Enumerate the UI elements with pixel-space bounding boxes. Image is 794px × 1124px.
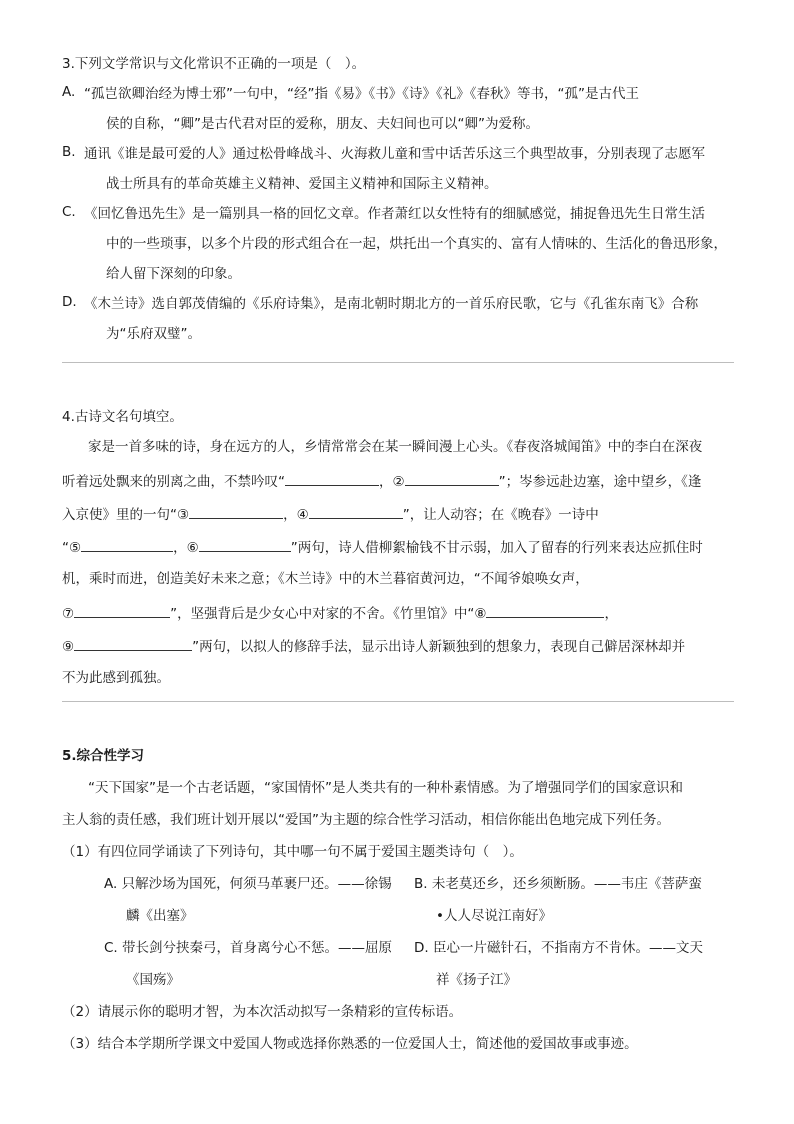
choice-grid	[62, 874, 734, 990]
choice-text: D. 臣心一片磁针石，不指南方不肯休。——文天	[414, 940, 703, 956]
choice-text: •人人尽说江南好》	[436, 908, 552, 924]
passage-text: ，④	[283, 507, 309, 523]
choice-text: C. 带长剑兮挟秦弓，首身离兮心不惩。——屈原	[104, 940, 393, 956]
choice-b[interactable]	[414, 874, 724, 926]
passage-text: ，⑥	[173, 540, 199, 556]
passage-text: “⑤	[62, 540, 82, 556]
passage-text: ”，让人动容；在《晚春》一诗中	[402, 507, 599, 523]
option-b	[62, 144, 734, 194]
option-label: A.	[62, 84, 76, 100]
passage-text: ”，坚强背后是少女心中对家的不舍。《竹里馆》中“⑧	[170, 606, 487, 622]
choice-text: A. 只解沙场为国死，何须马革裹尸还。——徐锡	[104, 876, 392, 892]
option-label: D.	[62, 294, 77, 310]
answer-blank-7[interactable]	[74, 602, 170, 618]
choice-text: B. 未老莫还乡，还乡须断肠。——韦庄《菩萨蛮	[414, 876, 702, 892]
option-text: 侯的自称，“卿”是古代君对臣的爱称，朋友、夫妇间也可以“卿”为爱称。	[106, 116, 539, 132]
option-label: C.	[62, 204, 76, 220]
passage-text: 听着远处飘来的别离之曲，不禁吟叹“	[62, 474, 285, 490]
option-text: 战士所具有的革命英雄主义精神、爱国主义精神和国际主义精神。	[106, 176, 498, 192]
question-4-stem: 4.古诗文名句填空。	[62, 409, 183, 425]
option-text: 给人留下深刻的印象。	[106, 266, 241, 282]
option-c	[62, 204, 734, 284]
option-text: 通讯《谁是最可爱的人》通过松骨峰战斗、火海救儿童和雪中话苦乐这三个典型故事，分别表现了志愿军	[84, 146, 705, 162]
answer-blank-2[interactable]	[405, 470, 499, 486]
worksheet-page	[62, 54, 734, 1066]
choice-c[interactable]	[104, 938, 414, 990]
question-5	[62, 746, 734, 1054]
passage-text: ，	[604, 606, 618, 622]
divider	[62, 701, 734, 702]
passage-line	[62, 602, 734, 622]
answer-blank-3[interactable]	[189, 503, 283, 519]
question-4	[62, 407, 734, 688]
choice-d[interactable]	[414, 938, 724, 990]
passage-text: ，②	[379, 474, 405, 490]
option-text: 中的一些琐事，以多个片段的形式组合在一起，烘托出一个真实的、富有人情味的、生活化的鲁迅形象，	[106, 236, 727, 252]
passage-line	[62, 503, 734, 523]
passage-line	[62, 470, 734, 490]
option-text: 《木兰诗》选自郭茂倩编的《乐府诗集》，是南北朝时期北方的一首乐府民歌，它与《孔雀东南飞》合称	[84, 296, 699, 312]
passage-text: 入京使》里的一句“③	[62, 507, 190, 523]
passage-text: ⑨	[62, 639, 75, 655]
passage-text: ”两句，以拟人的修辞手法，显示出诗人新颖独到的想象力，表现自己僻居深林却并	[192, 639, 686, 655]
option-a	[62, 84, 734, 134]
option-text: “孤岂欲卿治经为博士邪”一句中，“经”指《易》《书》《诗》《礼》《春秋》等书，“孤”是古代王	[84, 86, 639, 102]
fill-in-passage	[62, 437, 734, 688]
option-d	[62, 294, 734, 344]
passage-text: ”两句，诗人借柳絮榆钱不甘示弱，加入了留春的行列来表达应抓住时	[290, 540, 703, 556]
sub-question-3: （3）结合本学期所学课文中爱国人物或选择你熟悉的一位爱国人士，简述他的爱国故事或事迹。	[62, 1036, 638, 1052]
answer-blank-1[interactable]	[285, 470, 379, 486]
passage-line	[62, 635, 734, 655]
question-3-stem: 3.下列文学常识与文化常识不正确的一项是（ ）。	[62, 56, 366, 72]
answer-blank-5[interactable]	[81, 536, 173, 552]
answer-blank-8[interactable]	[486, 602, 604, 618]
passage-text: ”；岑参远赴边塞，途中望乡，《逢	[498, 474, 702, 490]
choice-a[interactable]	[104, 874, 414, 926]
passage-line: 不为此感到孤独。	[62, 670, 170, 686]
intro-line: “天下国家”是一个古老话题，“家国情怀”是人类共有的一种朴素情感。为了增强同学们的国家意识和	[88, 780, 683, 796]
sub-question-1: （1）有四位同学诵读了下列诗句，其中哪一句不属于爱国主题类诗句（ ）。	[62, 844, 523, 860]
sub-question-2: （2）请展示你的聪明才智，为本次活动拟写一条精彩的宣传标语。	[62, 1004, 463, 1020]
passage-line	[62, 536, 734, 556]
passage-text: ⑦	[62, 606, 75, 622]
passage-line: 机，乘时而进，创造美好未来之意；《木兰诗》中的木兰暮宿黄河边，“不闻爷娘唤女声，	[62, 571, 589, 587]
divider	[62, 362, 734, 363]
passage-line: 家是一首多味的诗，身在远方的人，乡情常常会在某一瞬间漫上心头。《春夜洛城闻笛》中的李白在深夜	[88, 439, 703, 455]
choice-text: 《国殇》	[126, 972, 180, 988]
question-3	[62, 54, 734, 344]
choice-text: 祥《扬子江》	[436, 972, 517, 988]
choice-text: 麟《出塞》	[126, 908, 194, 924]
answer-blank-9[interactable]	[74, 635, 192, 651]
answer-blank-4[interactable]	[309, 503, 403, 519]
option-label: B.	[62, 144, 76, 160]
intro-line: 主人翁的责任感，我们班计划开展以“爱国”为主题的综合性学习活动，相信你能出色地完成下列任务。	[62, 812, 670, 828]
answer-blank-6[interactable]	[199, 536, 291, 552]
option-text: 为“乐府双璧”。	[106, 326, 201, 342]
question-5-stem: 5.综合性学习	[62, 748, 145, 764]
option-text: 《回忆鲁迅先生》是一篇别具一格的回忆文章。作者萧红以女性特有的细腻感觉，捕捉鲁迅先生日常生活	[84, 206, 705, 222]
